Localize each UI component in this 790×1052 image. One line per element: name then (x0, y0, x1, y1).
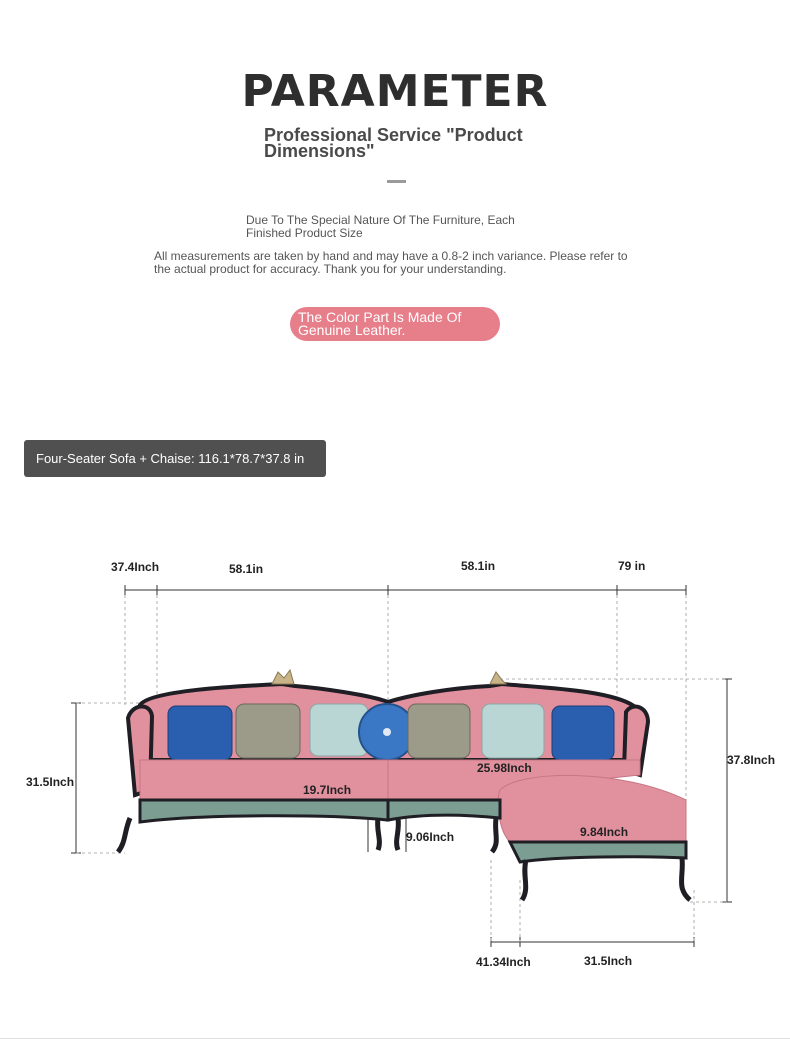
measurement-note: All measurements are taken by hand and may have a 0.8-2 inch variance. Please refer to the actual product for accuracy. Thank you for your understanding. (154, 249, 628, 276)
pillow-agate-1 (236, 704, 300, 758)
leg-chaise-right (682, 858, 691, 900)
right-crown (490, 672, 506, 684)
page-title: PARAMETER (241, 66, 549, 117)
dim-right-section: 58.1in (461, 559, 496, 573)
dim-chaise-length: 41.34Inch (476, 955, 531, 969)
leg-middle-1 (378, 818, 380, 850)
pillow-agate-2 (408, 704, 470, 758)
size-note: Due To The Special Nature Of The Furniture, Each Finished Product Size (246, 213, 515, 240)
pillow-blue-2 (552, 706, 614, 760)
dim-leg-height: 9.06Inch (406, 830, 455, 844)
leg-left (118, 818, 130, 852)
title-divider (387, 180, 406, 183)
dim-height-right: 37.8Inch (727, 753, 776, 767)
spec-label: Four-Seater Sofa + Chaise: 116.1*78.7*37.8 in (24, 440, 326, 477)
leg-chaise-left (522, 860, 526, 900)
leg-middle-2 (397, 818, 399, 850)
dim-chaise-seat: 9.84Inch (580, 825, 629, 839)
left-crown (272, 670, 294, 684)
base-left (140, 800, 388, 822)
page-subtitle: Professional Service "Product Dimensions" (264, 125, 523, 161)
pillow-round-button (383, 728, 391, 736)
leg-chaise-front (492, 818, 496, 852)
dim-chaise-top: 79 in (618, 559, 646, 573)
leather-badge: The Color Part Is Made Of Genuine Leather. (290, 307, 500, 341)
bottom-rule (0, 1038, 790, 1039)
dim-height-left: 31.5Inch (26, 775, 75, 789)
dim-chaise-diagonal: 25.98Inch (477, 761, 532, 775)
base-chaise (510, 842, 686, 862)
sofa-dimension-diagram (0, 540, 790, 980)
dim-seat-depth: 19.7Inch (303, 783, 352, 797)
dim-left-section: 58.1in (229, 562, 264, 576)
pillow-mint-2 (482, 704, 544, 758)
dim-arm-width: 37.4Inch (111, 560, 160, 574)
base-right (388, 800, 500, 820)
dim-chaise-width: 31.5Inch (584, 954, 633, 968)
pillow-blue-1 (168, 706, 232, 760)
